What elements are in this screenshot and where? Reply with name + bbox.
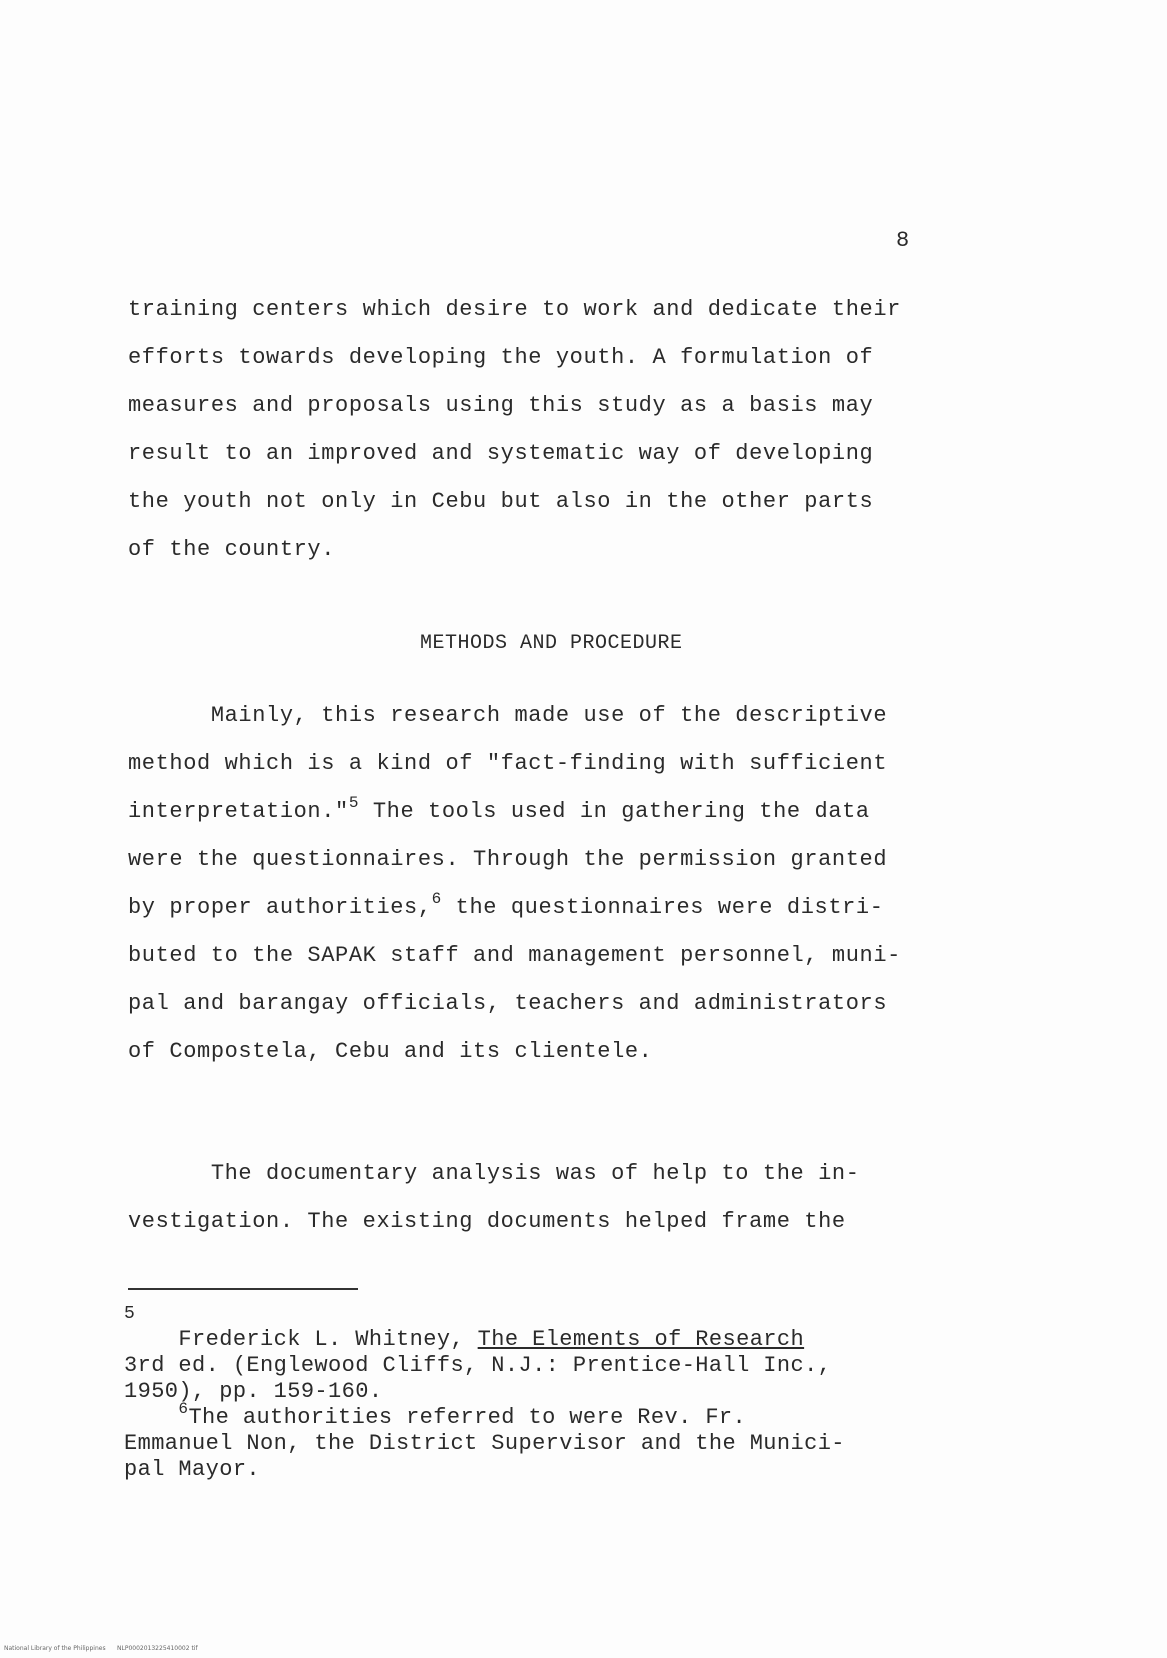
text-line: measures and proposals using this study as a basis may: [128, 393, 874, 418]
text-segment: interpretation.": [128, 799, 349, 824]
paragraph-intro-continuation: [128, 286, 988, 574]
footnote-5-line: 1950), pp. 159-160.: [124, 1379, 383, 1404]
text-line: Mainly, this research made use of the descriptive: [128, 703, 888, 728]
footnote-5-marker: 5: [124, 1304, 136, 1324]
text-segment: by proper authorities,: [128, 895, 432, 920]
text-line: of Compostela, Cebu and its clientele.: [128, 1039, 653, 1064]
footnote-ref-6: 6: [431, 890, 442, 908]
text-line: result to an improved and systematic way of developing: [128, 441, 874, 466]
footnotes: [124, 1300, 1004, 1483]
text-line: vestigation. The existing documents helped frame the: [128, 1209, 846, 1234]
footnote-5-title: The Elements of Research: [477, 1327, 805, 1352]
text-line: the youth not only in Cebu but also in the other parts: [128, 489, 874, 514]
text-line: of the country.: [128, 537, 336, 562]
footnote-5-line: [124, 1327, 1004, 1353]
text-line: pal and barangay officials, teachers and administrators: [128, 991, 888, 1016]
library-stamp: National Library of the Philippines NLP0002013225410002 tif: [4, 1645, 198, 1652]
paragraph-methods: [128, 692, 988, 1076]
footnote-6-line: pal Mayor.: [124, 1457, 261, 1482]
text-line: The documentary analysis was of help to the in-: [128, 1161, 860, 1186]
text-line: method which is a kind of "fact-finding with sufficient: [128, 751, 888, 776]
text-segment: the questionnaires were distri-: [441, 895, 884, 920]
text-line-with-footnote-ref: [128, 884, 988, 932]
text-line: buted to the SAPAK staff and management personnel, muni-: [128, 943, 901, 968]
footnote-6-line: [124, 1400, 1004, 1431]
footnote-5-marker-line: [124, 1300, 1004, 1327]
footnote-6-line: Emmanuel Non, the District Supervisor and the Munici-: [124, 1431, 845, 1456]
footnote-5-line: 3rd ed. (Englewood Cliffs, N.J.: Prentice-Hall Inc.,: [124, 1353, 832, 1378]
paragraph-documentary-analysis: [128, 1150, 988, 1246]
text-line: were the questionnaires. Through the permission granted: [128, 847, 888, 872]
text-line: training centers which desire to work and dedicate their: [128, 297, 901, 322]
page-number: 8: [896, 228, 910, 253]
text-line-with-footnote-ref: [128, 788, 988, 836]
text-segment: The tools used in gathering the data: [359, 799, 870, 824]
footnote-ref-5: 5: [348, 794, 360, 812]
section-heading: METHODS AND PROCEDURE: [420, 632, 683, 655]
footnote-divider: [128, 1288, 358, 1290]
footnote-5-author: Frederick L. Whitney,: [124, 1327, 478, 1352]
text-line: efforts towards developing the youth. A formulation of: [128, 345, 874, 370]
footnote-6-text: The authorities referred to were Rev. Fr.: [188, 1405, 747, 1430]
footnote-6-marker: 6: [178, 1400, 189, 1418]
